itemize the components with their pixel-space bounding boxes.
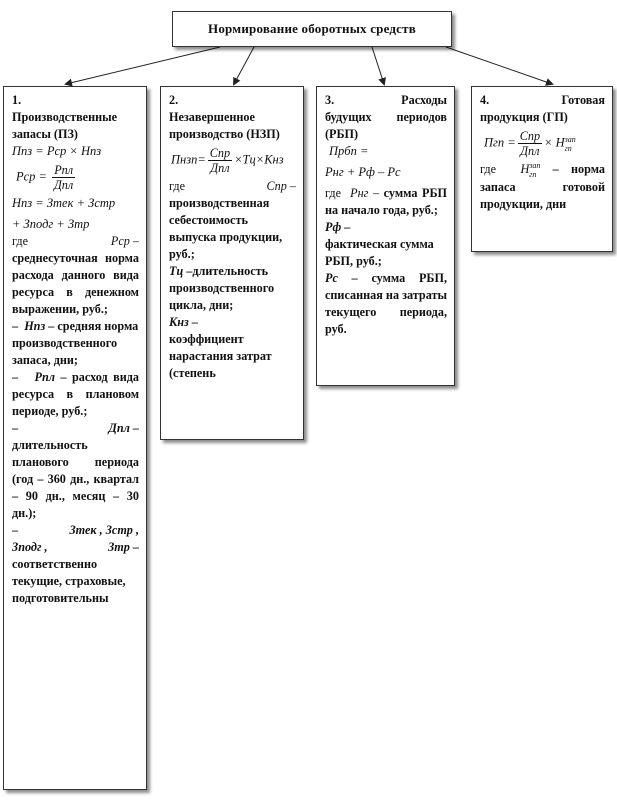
col4-heading: 4. Готовая продукция (ГП) [480,93,605,124]
title-text: Нормирование оборотных средств [208,21,416,36]
col1-text-1: где Рср – [12,234,139,248]
deferred-expenses-box [316,86,455,386]
col4-text-1: где Н зап гп – норма запаса готовой продукции, дни [480,161,606,212]
col1-formula-3b: + Зподг + Зтр [12,217,90,231]
work-in-progress-box [160,86,304,440]
col1-text-3: – Нпз – средняя норма производственного запаса, дни; [12,319,139,367]
col3-text-1: где Рнг – сумма РБП на начало года, руб.; [325,186,448,217]
col2-text-1: где Спр – [169,179,296,193]
arrow-to-col1 [66,47,220,84]
production-stocks-box [3,86,147,790]
col1-text-5: – Дпл – длительность планового периода (год – 360 дн., квартал – 90 дн., месяц – 30 дн.); [12,421,139,520]
col2-text-4: Кнз – коэффициент нарастания затрат (степень [169,315,272,380]
col1-text-4: – Рпл – расход вида ресурса в плановом периоде, руб.; [12,370,140,418]
arrow-to-col4 [446,47,552,84]
col2-formula: Пнзп= $\frac{\text{Спр}}{\text{Дпл}}$ ×Тц×Кнз [171,146,284,175]
col1-heading: 1. Производственные запасы (ПЗ) [12,93,118,141]
col2-text-3: Тц –длительность производственного цикла, дни; [169,264,275,312]
title-box [172,11,452,47]
col3-text-2: Рф – фактическая сумма РБП, руб.; [325,220,434,268]
col3-formula-1: Прбп = [329,144,369,158]
col1-text-2: среднесуточная норма расхода данного вида ресурса в денежном выражении, руб.; [12,251,139,316]
col4-formula: Пгп = $\frac{\text{Спр}}{\text{Дпл}}$ × Н зап гп [484,129,576,158]
col3-heading: 3. Расходы будущих периодов (РБП) [325,93,447,141]
col1-formula-2: Рср = $\frac{\text{Рпл}}{\text{Дпл}}$ [16,163,74,192]
finished-goods-box [471,86,613,252]
col1-text-6: – Зтек , Зстр , Зподг , Зтр – соответственно текущие, страховые, подготовительны [12,523,139,605]
col2-heading: 2. Незавершенное производство (НЗП) [169,93,280,141]
arrow-to-col3 [372,47,384,84]
col1-formula-3: Нпз = Зтек + Зстр [12,196,116,210]
arrow-to-col2 [234,47,254,84]
col2-text-2: производственная себестоимость выпуска продукции, руб.; [169,196,283,261]
col3-text-3: Рс – сумма РБП, списанная на затраты текущего периода, руб. [325,271,448,336]
col1-formula-1: Ппз = Рср × Нпз [12,144,102,158]
col3-formula-2: Рнг + Рф – Рс [325,165,401,179]
